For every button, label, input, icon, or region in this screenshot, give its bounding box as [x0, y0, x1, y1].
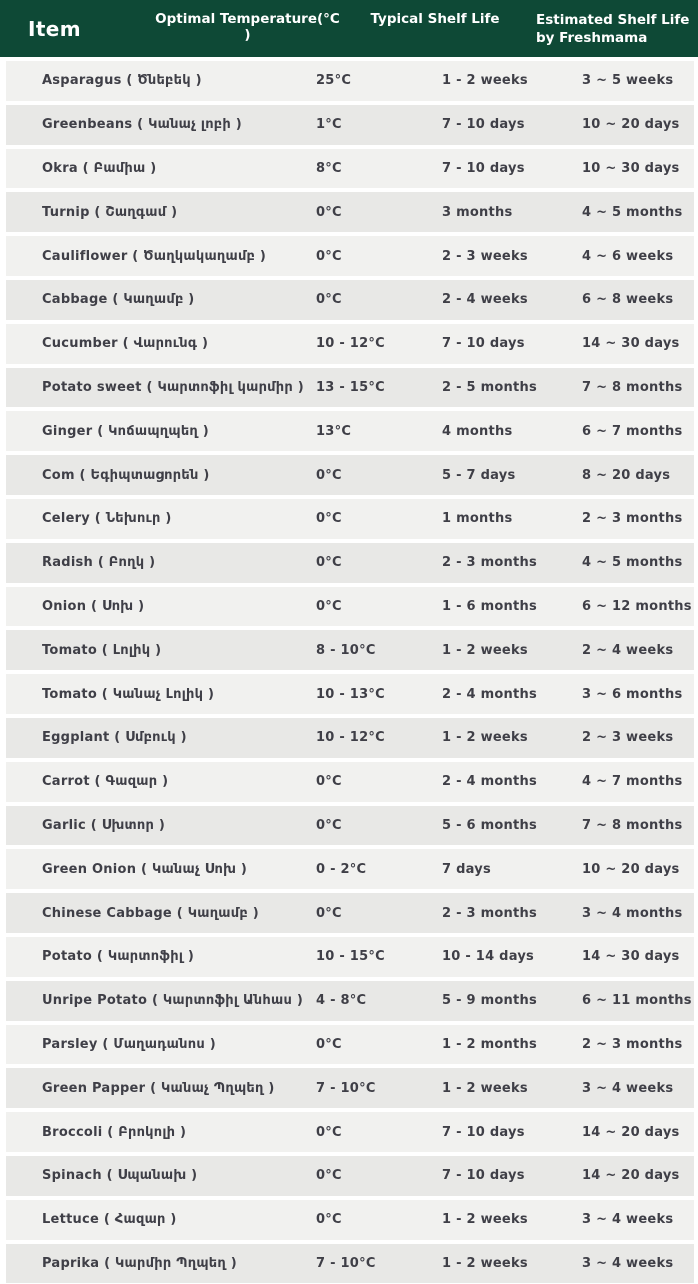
table-row: [6, 762, 694, 802]
estimated-cell: 4 ~ 5 months: [582, 555, 683, 571]
estimated-cell: 2 ~ 3 months: [582, 1036, 683, 1052]
estimated-cell: 8 ~ 20 days: [582, 467, 671, 483]
temp-cell: 10 - 12°C: [316, 336, 385, 352]
typical-cell: 2 - 3 months: [442, 905, 538, 921]
column-header-item-label: Item: [28, 16, 82, 41]
table-row: [6, 280, 694, 320]
estimated-cell: 2 ~ 3 months: [582, 511, 683, 527]
table-header: [0, 0, 698, 57]
item-cell: Unripe Potato ( Կարտոֆիլ Անհաս ): [42, 993, 304, 1009]
estimated-cell: 14 ~ 20 days: [582, 1124, 680, 1140]
estimated-cell: 7 ~ 8 months: [582, 817, 683, 833]
typical-cell: 2 - 4 months: [442, 686, 538, 702]
typical-cell: 7 - 10 days: [442, 117, 525, 133]
item-cell: Parsley ( Մաղադանոս ): [42, 1036, 216, 1052]
estimated-cell: 4 ~ 5 months: [582, 204, 683, 220]
typical-cell: 7 days: [442, 861, 491, 877]
table-body: [0, 57, 698, 1283]
table-row: [6, 1200, 694, 1240]
typical-cell: 1 - 6 months: [442, 598, 538, 614]
table-row: [6, 499, 694, 539]
table-row: [6, 368, 694, 408]
temp-cell: 13°C: [316, 423, 352, 439]
item-cell: Eggplant ( Սմբուկ ): [42, 730, 187, 746]
temp-cell: 0 - 2°C: [316, 861, 367, 877]
estimated-cell: 3 ~ 4 weeks: [582, 1212, 674, 1228]
temp-cell: 0°C: [316, 555, 342, 571]
typical-cell: 5 - 7 days: [442, 467, 516, 483]
temp-cell: 0°C: [316, 598, 342, 614]
typical-cell: 10 - 14 days: [442, 949, 535, 965]
typical-cell: 3 months: [442, 204, 513, 220]
item-cell: Turnip ( Շաղգամ ): [42, 204, 178, 220]
estimated-cell: 14 ~ 30 days: [582, 336, 680, 352]
temp-cell: 0°C: [316, 1124, 342, 1140]
item-cell: Potato sweet ( Կարտոֆիլ կարմիր ): [42, 379, 304, 395]
temp-cell: 10 - 12°C: [316, 730, 385, 746]
column-header-item: [0, 0, 150, 57]
typical-cell: 5 - 6 months: [442, 817, 538, 833]
estimated-cell: 3 ~ 6 months: [582, 686, 683, 702]
typical-cell: 1 - 2 months: [442, 1036, 538, 1052]
item-cell: Greenbeans ( Կանաչ լոբի ): [42, 117, 242, 133]
estimated-cell: 10 ~ 20 days: [582, 117, 680, 133]
typical-cell: 2 - 3 weeks: [442, 248, 528, 264]
typical-cell: 1 - 2 weeks: [442, 1080, 528, 1096]
table-row: [6, 630, 694, 670]
typical-cell: 5 - 9 months: [442, 993, 538, 1009]
item-cell: Garlic ( Սխտոր ): [42, 817, 166, 833]
typical-cell: 2 - 4 weeks: [442, 292, 528, 308]
item-cell: Celery ( Նեխուր ): [42, 511, 172, 527]
column-header-optimal-temperature: [150, 0, 345, 57]
table-row: [6, 1156, 694, 1196]
temp-cell: 0°C: [316, 1036, 342, 1052]
temp-cell: 7 - 10°C: [316, 1080, 376, 1096]
temp-cell: 10 - 15°C: [316, 949, 385, 965]
estimated-cell: 4 ~ 6 weeks: [582, 248, 674, 264]
item-cell: Lettuce ( Հազար ): [42, 1212, 177, 1228]
typical-cell: 1 months: [442, 511, 513, 527]
temp-cell: 0°C: [316, 1212, 342, 1228]
item-cell: Okra ( Բամիա ): [42, 160, 157, 176]
typical-cell: 1 - 2 weeks: [442, 1212, 528, 1228]
temp-cell: 8 - 10°C: [316, 642, 376, 658]
estimated-cell: 3 ~ 4 weeks: [582, 1080, 674, 1096]
item-cell: Cucumber ( Վարունգ ): [42, 336, 209, 352]
estimated-cell: 7 ~ 8 months: [582, 379, 683, 395]
column-header-estimated-shelf-life: [525, 0, 698, 57]
estimated-cell: 3 ~ 5 weeks: [582, 73, 674, 89]
table-row: [6, 192, 694, 232]
table-row: [6, 236, 694, 276]
item-cell: Spinach ( Սպանախ ): [42, 1168, 198, 1184]
temp-cell: 0°C: [316, 905, 342, 921]
item-cell: Radish ( Բողկ ): [42, 555, 156, 571]
estimated-cell: 10 ~ 20 days: [582, 861, 680, 877]
item-cell: Cabbage ( Կաղամբ ): [42, 292, 195, 308]
item-cell: Cauliflower ( Ծաղկակաղամբ ): [42, 248, 267, 264]
item-cell: Com ( Եգիպտացորեն ): [42, 467, 210, 483]
table-row: [6, 149, 694, 189]
estimated-cell: 14 ~ 30 days: [582, 949, 680, 965]
item-cell: Onion ( Սոխ ): [42, 598, 145, 614]
typical-cell: 7 - 10 days: [442, 160, 525, 176]
table-row: [6, 849, 694, 889]
table-row: [6, 981, 694, 1021]
item-cell: Asparagus ( Ծնեբեկ ): [42, 73, 202, 89]
table-row: [6, 1068, 694, 1108]
table-row: [6, 455, 694, 495]
table-row: [6, 587, 694, 627]
typical-cell: 1 - 2 weeks: [442, 1255, 528, 1271]
typical-cell: 4 months: [442, 423, 513, 439]
estimated-cell: 2 ~ 3 weeks: [582, 730, 674, 746]
temp-cell: 7 - 10°C: [316, 1255, 376, 1271]
typical-cell: 7 - 10 days: [442, 336, 525, 352]
typical-cell: 1 - 2 weeks: [442, 730, 528, 746]
temp-cell: 25°C: [316, 73, 352, 89]
estimated-cell: 3 ~ 4 months: [582, 905, 683, 921]
column-header-temperature-label: Optimal Temperature(°C ): [155, 11, 340, 43]
temp-cell: 0°C: [316, 467, 342, 483]
typical-cell: 7 - 10 days: [442, 1124, 525, 1140]
estimated-cell: 6 ~ 8 weeks: [582, 292, 674, 308]
table-row: [6, 1112, 694, 1152]
column-header-estimated-label-line2: by Freshmama: [536, 30, 648, 47]
estimated-cell: 6 ~ 12 months: [582, 598, 692, 614]
temp-cell: 0°C: [316, 817, 342, 833]
table-row: [6, 674, 694, 714]
item-cell: Paprika ( Կարմիր Պղպեղ ): [42, 1255, 237, 1271]
table-row: [6, 718, 694, 758]
estimated-cell: 14 ~ 20 days: [582, 1168, 680, 1184]
table-row: [6, 324, 694, 364]
temp-cell: 4 - 8°C: [316, 993, 367, 1009]
column-header-estimated-label-line1: Estimated Shelf Life: [536, 12, 690, 28]
item-cell: Green Onion ( Կանաչ Սոխ ): [42, 861, 248, 877]
temp-cell: 0°C: [316, 511, 342, 527]
estimated-cell: 3 ~ 4 weeks: [582, 1255, 674, 1271]
table-row: [6, 543, 694, 583]
temp-cell: 10 - 13°C: [316, 686, 385, 702]
table-row: [6, 937, 694, 977]
column-header-typical-shelf-life: [345, 0, 525, 57]
typical-cell: 1 - 2 weeks: [442, 73, 528, 89]
estimated-cell: 6 ~ 11 months: [582, 993, 692, 1009]
column-header-typical-label: Typical Shelf Life: [370, 11, 500, 27]
item-cell: Broccoli ( Բրոկոլի ): [42, 1124, 187, 1140]
table-row: [6, 105, 694, 145]
typical-cell: 2 - 3 months: [442, 555, 538, 571]
estimated-cell: 10 ~ 30 days: [582, 160, 680, 176]
item-cell: Carrot ( Գազար ): [42, 774, 169, 790]
item-cell: Green Papper ( Կանաչ Պղպեղ ): [42, 1080, 275, 1096]
typical-cell: 2 - 4 months: [442, 774, 538, 790]
temp-cell: 0°C: [316, 248, 342, 264]
typical-cell: 7 - 10 days: [442, 1168, 525, 1184]
temp-cell: 0°C: [316, 292, 342, 308]
estimated-cell: 4 ~ 7 months: [582, 774, 683, 790]
item-cell: Tomato ( Լոլիկ ): [42, 642, 162, 658]
temp-cell: 13 - 15°C: [316, 379, 385, 395]
table-row: [6, 1025, 694, 1065]
temp-cell: 8°C: [316, 160, 342, 176]
typical-cell: 1 - 2 weeks: [442, 642, 528, 658]
typical-cell: 2 - 5 months: [442, 379, 538, 395]
table-row: [6, 411, 694, 451]
item-cell: Chinese Cabbage ( Կաղամբ ): [42, 905, 259, 921]
item-cell: Ginger ( Կոճապղպեղ ): [42, 423, 209, 439]
temp-cell: 0°C: [316, 774, 342, 790]
table-row: [6, 61, 694, 101]
temp-cell: 0°C: [316, 204, 342, 220]
temp-cell: 0°C: [316, 1168, 342, 1184]
estimated-cell: 6 ~ 7 months: [582, 423, 683, 439]
table-row: [6, 806, 694, 846]
table-row: [6, 893, 694, 933]
temp-cell: 1°C: [316, 117, 342, 133]
item-cell: Potato ( Կարտոֆիլ ): [42, 949, 195, 965]
table-row: [6, 1244, 694, 1284]
item-cell: Tomato ( Կանաչ Լոլիկ ): [42, 686, 215, 702]
estimated-cell: 2 ~ 4 weeks: [582, 642, 674, 658]
